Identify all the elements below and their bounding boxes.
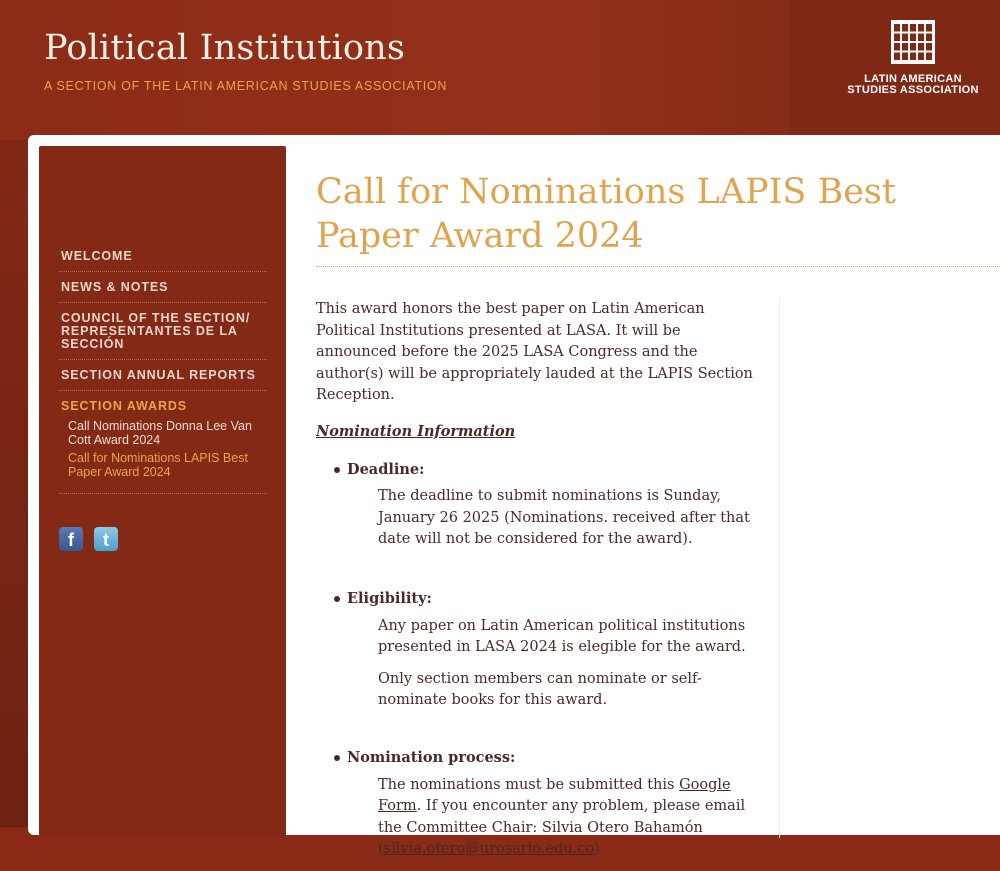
eligibility-text-1: Any paper on Latin American political institutions presented in LASA 2024 is elegible for the award.	[378, 617, 746, 656]
bullet-icon	[334, 467, 340, 473]
social-links	[59, 527, 125, 551]
lasa-grid-cell	[894, 34, 900, 42]
twitter-icon[interactable]	[94, 527, 118, 551]
nav-item-section-awards[interactable]: SECTION AWARDS	[61, 399, 188, 413]
facebook-glyph: f	[68, 530, 74, 550]
facebook-icon[interactable]	[59, 527, 83, 551]
lasa-grid-cell	[910, 43, 916, 51]
right-column-divider	[779, 298, 780, 838]
eligibility-label: Eligibility:	[347, 589, 432, 607]
lasa-grid-cell	[910, 34, 916, 42]
lasa-grid-cell	[926, 53, 932, 61]
deadline-body	[347, 486, 761, 551]
lasa-grid-cell	[902, 24, 908, 32]
page-title: Call for Nominations LAPIS Best Paper Award 2024	[316, 172, 896, 256]
subnav-item-van-cott-award[interactable]: Call Nominations Donna Lee Van Cott Award 2024	[68, 419, 252, 447]
lasa-logo-text	[843, 74, 983, 96]
lasa-logo-line1: LATIN AMERICAN	[864, 73, 962, 85]
lasa-logo-line2: STUDIES ASSOCIATION	[847, 84, 979, 96]
lasa-grid-cell	[910, 53, 916, 61]
title-divider	[316, 266, 1000, 267]
subnav-item-lapis-best-paper[interactable]: Call for Nominations LAPIS Best Paper Award 2024	[68, 451, 248, 479]
eligibility-item	[316, 588, 761, 712]
process-text-mid: . If you encounter any problem, please email the Committee Chair: Silvia Otero Bahamón (	[378, 798, 746, 858]
process-label: Nomination process:	[347, 748, 516, 766]
google-form-link[interactable]: Google Form	[378, 776, 731, 815]
lasa-logo[interactable]	[843, 20, 983, 100]
lasa-grid-cell	[926, 43, 932, 51]
nav-item-news-notes[interactable]: NEWS & NOTES	[59, 272, 267, 303]
lasa-grid-cell	[926, 24, 932, 32]
awards-subnav	[59, 417, 267, 494]
bullet-icon	[334, 755, 340, 761]
lasa-grid-cell	[894, 53, 900, 61]
intro-paragraph: This award honors the best paper on Latin American Political Institutions presented at LASA. It will be announced before the 2025 LASA Congress and the author(s) will be appropriately lauded at the LAPIS Section Reception.	[316, 301, 753, 404]
process-text	[378, 775, 761, 861]
deadline-text: The deadline to submit nominations is Sunday, January 26 2025 (Nominations. received after that date will not be considered for the award).	[378, 488, 750, 548]
lasa-grid-cell	[918, 53, 924, 61]
site-title[interactable]: Political Institutions	[44, 28, 406, 68]
lasa-grid-cell	[926, 34, 932, 42]
process-text-pre: The nominations must be submitted this	[378, 776, 680, 793]
process-body	[347, 775, 761, 861]
process-text-post: )	[594, 841, 600, 858]
twitter-glyph: t	[103, 530, 109, 550]
lasa-grid-cell	[918, 43, 924, 51]
lasa-grid-cell	[918, 34, 924, 42]
nav-item-annual-reports[interactable]: SECTION ANNUAL REPORTS	[59, 360, 267, 391]
lasa-grid-icon	[891, 20, 935, 64]
lasa-grid-cell	[902, 34, 908, 42]
eligibility-text-2: Only section members can nominate or self-nominate books for this award.	[378, 670, 702, 709]
eligibility-body	[347, 616, 761, 712]
email-link[interactable]: silvia.otero@urosario.edu.co	[383, 841, 595, 858]
lasa-grid-cell	[902, 53, 908, 61]
lasa-grid-cell	[894, 24, 900, 32]
nav-item-welcome[interactable]: WELCOME	[59, 241, 267, 272]
article-body	[316, 299, 761, 871]
site-subtitle: A SECTION OF THE LATIN AMERICAN STUDIES ASSOCIATION	[44, 79, 448, 93]
lasa-grid-cell	[902, 43, 908, 51]
deadline-item	[316, 459, 761, 551]
sidebar	[39, 146, 286, 836]
nomination-info-heading: Nomination Information	[316, 422, 516, 440]
process-item	[316, 747, 761, 861]
deadline-label: Deadline:	[347, 460, 425, 478]
sidebar-nav	[59, 241, 267, 494]
lasa-grid-cell	[894, 43, 900, 51]
lasa-grid-cell	[918, 24, 924, 32]
bullet-icon	[334, 596, 340, 602]
lasa-grid-cell	[910, 24, 916, 32]
nav-item-council[interactable]: COUNCIL OF THE SECTION/ REPRESENTANTES DE LA SECCIÓN	[59, 303, 267, 360]
